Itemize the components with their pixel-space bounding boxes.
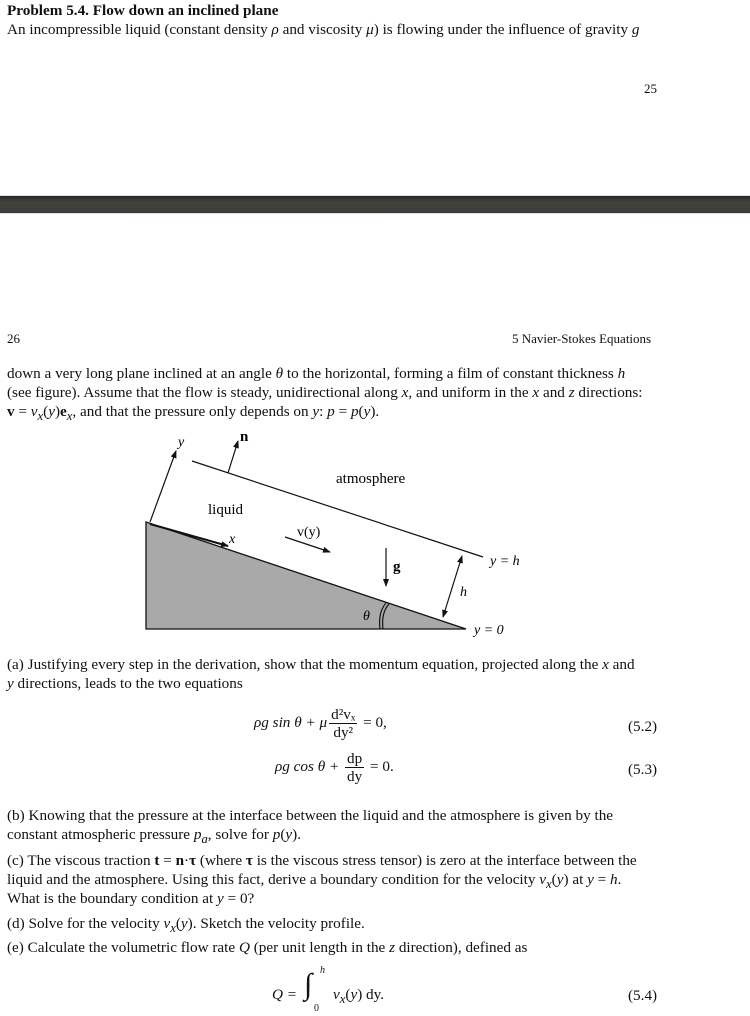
- part-c-line3: What is the boundary condition at y = 0?: [7, 890, 255, 907]
- normal-arrow: [228, 441, 238, 473]
- equation-5-2: ρg sin θ + μ $\frac{\text{d²vₓ}}{\text{dy²}}$ = 0,: [254, 706, 387, 741]
- label-gravity: g: [393, 559, 401, 575]
- label-angle: θ: [363, 609, 370, 624]
- equation-number-5-3: (5.3): [628, 761, 658, 778]
- label-x-axis: x: [229, 532, 236, 547]
- integrand: $v_x(y)$ dy.: [333, 986, 385, 1007]
- part-e: (e) Calculate the volumetric flow rate Q (per unit length in the z direction), defined as: [7, 939, 528, 956]
- label-thickness: h: [460, 585, 467, 600]
- problem-title: Problem 5.4. Flow down an inclined plane: [7, 2, 279, 19]
- y-axis-arrow: [150, 451, 176, 522]
- page-number-26: 26: [7, 331, 20, 346]
- part-b-line2: constant atmospheric pressure $p_a$, solve for p(y).: [7, 826, 301, 847]
- label-surface: y = h: [490, 554, 520, 569]
- part-c-line1: (c) The viscous traction t = n·τ (where τ is the viscous stress tensor) is zero at the interface between the: [7, 852, 637, 869]
- intro-line: An incompressible liquid (constant density ρ and viscosity μ) is flowing under the influence of gravity g: [7, 21, 640, 38]
- equation-5-4: Q =: [272, 986, 298, 1003]
- label-y-axis: y: [178, 435, 185, 450]
- integral-lower-limit: 0: [314, 1003, 319, 1014]
- equation-number-5-4: (5.4): [628, 987, 658, 1004]
- part-a-line1: (a) Justifying every step in the derivation, show that the momentum equation, projected along the x and: [7, 656, 635, 673]
- part-b-line1: (b) Knowing that the pressure at the interface between the liquid and the atmosphere is given by the: [7, 807, 614, 824]
- integral-upper-limit: h: [320, 965, 325, 976]
- part-d: (d) Solve for the velocity $v_x(y)$. Sketch the velocity profile.: [7, 915, 365, 936]
- equation-5-3: ρg cos θ + $\frac{dp}{dy}$ = 0.: [275, 750, 394, 785]
- para1-line2: (see figure). Assume that the flow is steady, unidirectional along x, and uniform in the x and z directions:: [7, 384, 643, 401]
- equation-number-5-2: (5.2): [628, 718, 658, 735]
- part-c-line2: liquid and the atmosphere. Using this fact, derive a boundary condition for the velocity $v_x(y)$ at y = h.: [7, 871, 622, 892]
- part-a-line2: y directions, leads to the two equations: [7, 675, 243, 692]
- page-number-25: 25: [644, 81, 657, 96]
- label-liquid: liquid: [208, 502, 244, 518]
- label-velocity: v(y): [297, 525, 321, 540]
- running-header: 5 Navier-Stokes Equations: [512, 331, 652, 346]
- para1-line3: $v = v_x(y)e_x$, and that the pressure only depends on y: p = p(y).: [7, 403, 380, 424]
- integral-sign: ∫: [304, 968, 313, 1001]
- label-atmosphere: atmosphere: [336, 471, 406, 487]
- para1-line1: down a very long plane inclined at an angle θ to the horizontal, forming a film of constant thickness h: [7, 365, 626, 382]
- label-normal: n: [240, 429, 249, 445]
- label-bottom: y = 0: [474, 623, 504, 638]
